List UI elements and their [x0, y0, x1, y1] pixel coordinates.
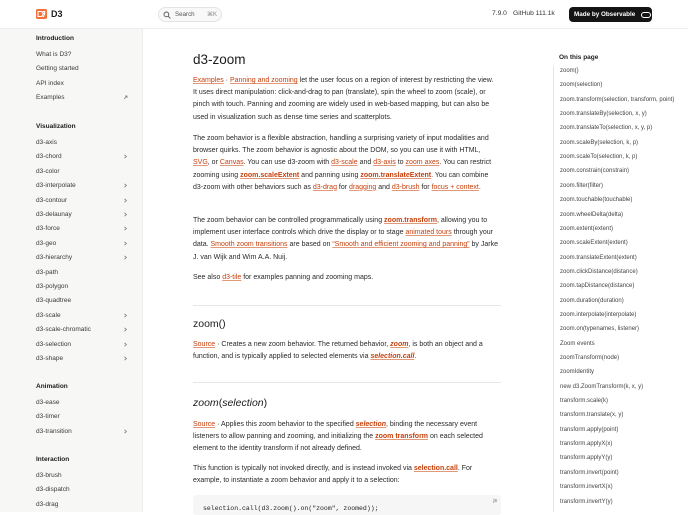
text: on each selected element to the identity transform if not already defined. — [193, 433, 483, 453]
sidebar-item-label: d3-drag — [36, 500, 59, 508]
zoom-axes-link[interactable]: zoom axes — [405, 159, 440, 167]
heading-zoom-selection — [193, 397, 267, 409]
sidebar-item-d3-brush[interactable] — [36, 470, 128, 480]
search-icon — [163, 11, 171, 19]
sidebar-item-label: d3-interpolate — [36, 182, 76, 190]
text: The zoom behavior is a flexible abstraction, handling a surprising variety of input modalities and browser quirks. The zoom behavior is agnostic about the DOM, so you can use it with HTML, — [193, 135, 489, 155]
toc-item[interactable]: new d3.ZoomTransform(k, x, y) — [560, 383, 644, 390]
chevron-right-icon[interactable] — [123, 212, 128, 217]
sidebar-item-d3-hierarchy[interactable] — [36, 253, 128, 263]
sidebar-item-label: d3-timer — [36, 413, 60, 421]
toc-item[interactable]: zoom.translateTo(selection, x, y, p) — [560, 125, 653, 132]
separator: · — [223, 77, 230, 84]
toc-item[interactable]: zoom.touchable(touchable) — [560, 197, 633, 204]
source-link[interactable]: Source — [193, 341, 216, 348]
heading-part: ) — [263, 397, 268, 409]
sidebar-item-d3-geo[interactable] — [36, 238, 128, 248]
toc-item[interactable]: transform.invertX(x) — [560, 484, 613, 491]
text: . For example, to instantiate a zoom behavior and apply it to a selection: — [193, 465, 473, 485]
chevron-right-icon[interactable] — [123, 226, 128, 231]
selection-link[interactable]: selection — [355, 421, 387, 428]
chevron-right-icon[interactable] — [123, 313, 128, 318]
sidebar-item-label: d3-geo — [36, 239, 57, 247]
chevron-right-icon[interactable] — [123, 154, 128, 159]
sidebar-section-interaction[interactable]: Interaction — [36, 456, 70, 463]
toc-item[interactable]: zoom.translateBy(selection, x, y) — [560, 111, 647, 118]
text: . You can restrict zooming using — [193, 159, 492, 179]
toc-item[interactable]: transform.applyX(x) — [560, 441, 613, 448]
toc-item[interactable]: zoom.scaleExtent(extent) — [560, 240, 628, 247]
chevron-right-icon[interactable] — [123, 183, 128, 188]
text: and panning using — [299, 171, 361, 179]
toc-item[interactable]: zoom.duration(duration) — [560, 297, 624, 304]
sidebar-item-label: API index — [36, 79, 64, 87]
d3-axis-link[interactable]: d3-axis — [373, 159, 396, 167]
toc-item[interactable]: zoom.translateExtent(extent) — [560, 254, 637, 261]
chevron-right-icon[interactable] — [123, 356, 128, 361]
sidebar-item-d3-dispatch[interactable] — [36, 485, 128, 495]
chevron-right-icon[interactable] — [123, 327, 128, 332]
made-by-label: Made by Observable — [574, 11, 636, 18]
divider — [193, 382, 501, 383]
focus-context-link[interactable]: focus + context — [431, 183, 479, 191]
toc-item[interactable]: zoom.extent(extent) — [560, 225, 614, 232]
sidebar-item-d3-contour[interactable] — [36, 195, 128, 205]
sidebar-item-d3-path[interactable] — [36, 267, 128, 277]
sidebar-item-label: d3-quadtree — [36, 297, 72, 305]
text: , allowing you to implement user interface controls which drive the display or to stage — [193, 217, 488, 237]
sidebar-item-d3-ease[interactable] — [36, 397, 128, 407]
toc-item[interactable]: zoom.constrain(constrain) — [560, 168, 630, 175]
sidebar — [0, 29, 143, 512]
text: for examples panning and zooming maps. — [241, 274, 374, 281]
text: · Applies this zoom behavior to the specified — [215, 421, 356, 428]
sidebar-item-label: d3-dispatch — [36, 486, 70, 494]
code-block — [193, 495, 501, 515]
text: to — [395, 159, 406, 167]
chevron-right-icon[interactable] — [123, 255, 128, 260]
sidebar-item-label: d3-path — [36, 268, 59, 276]
heading-zoom: zoom() — [193, 318, 226, 330]
sidebar-item-label: Getting started — [36, 65, 79, 73]
sidebar-item-getting-started[interactable] — [36, 64, 128, 74]
sidebar-section-visualization[interactable]: Visualization — [36, 123, 76, 130]
toc-item[interactable]: transform.translate(x, y) — [560, 412, 624, 419]
sidebar-section-animation[interactable]: Animation — [36, 383, 68, 390]
sidebar-section-introduction[interactable] — [36, 35, 74, 42]
text: , is both an object and a function, and is typically applied to selected elements via — [193, 341, 483, 361]
sidebar-item-d3-force[interactable] — [36, 224, 128, 234]
sidebar-item-label: d3-color — [36, 167, 60, 175]
intro-text: let the user focus on a region of interest by restricting the view. It uses direct manipulation: click-and-drag to pan (translate), spin the wheel to zoom (scale), or pinch with touch. Panning and zooming are widely used in web-based mapping, but can also be used in visualization such as dense time series and scatterplots. — [193, 77, 494, 121]
sidebar-item-api-index[interactable] — [36, 78, 128, 88]
github-link[interactable]: GitHub 111.1k — [513, 10, 555, 17]
toc-item[interactable]: zoom() — [560, 68, 579, 74]
version-link[interactable]: 7.9.0 — [492, 10, 507, 17]
sidebar-item-label: d3-shape — [36, 354, 64, 362]
d3-brush-link[interactable]: d3-brush — [391, 183, 420, 191]
toc-item[interactable]: zoom.tapDistance(distance) — [560, 283, 635, 290]
sidebar-item-what-is-d3[interactable] — [36, 49, 128, 59]
toc-item[interactable]: Zoom events — [560, 340, 595, 347]
text: , binding the necessary event listeners to allow panning and zooming, and initializing the — [193, 421, 478, 441]
text: are based on — [287, 241, 333, 249]
sidebar-item-label: d3-scale — [36, 311, 61, 319]
text: The zoom behavior can be controlled programmatically using — [193, 217, 385, 224]
text: for — [419, 183, 432, 191]
heading-part: selection — [222, 397, 264, 409]
text: and — [376, 183, 392, 191]
toc-item[interactable]: zoom.on(typenames, listener) — [560, 326, 640, 333]
text: . — [478, 183, 481, 191]
code-language-label: js — [493, 498, 497, 504]
toc-item[interactable]: zoom(selection) — [560, 82, 603, 89]
sidebar-item-label: d3-force — [36, 225, 60, 233]
intro-paragraph — [193, 75, 499, 124]
svg-link[interactable]: SVG — [193, 159, 208, 167]
sidebar-item-label: Examples — [36, 94, 65, 102]
chevron-right-icon[interactable] — [123, 241, 128, 246]
sidebar-item-d3-scale-chromatic[interactable] — [36, 325, 128, 335]
sidebar-item-examples[interactable] — [36, 93, 128, 103]
toc-item[interactable]: zoom.clickDistance(distance) — [560, 268, 638, 275]
invoke-paragraph — [193, 463, 499, 487]
toc-item[interactable]: transform.apply(point) — [560, 426, 619, 433]
text: This function is typically not invoked directly, and is instead invoked via — [193, 465, 414, 472]
toc-item[interactable]: transform.applyY(y) — [560, 455, 613, 462]
text: for — [336, 183, 350, 191]
external-link-icon — [123, 95, 128, 100]
sidebar-item-d3-shape[interactable] — [36, 353, 128, 363]
see-also-paragraph — [193, 272, 499, 284]
sidebar-item-label: d3-polygon — [36, 282, 69, 290]
text: See also — [193, 274, 223, 281]
dragging-link[interactable]: dragging — [349, 183, 377, 191]
sidebar-item-label: d3-hierarchy — [36, 254, 73, 262]
sidebar-item-label: d3-ease — [36, 398, 60, 406]
d3-tile-link[interactable]: d3-tile — [222, 274, 242, 281]
toc-item[interactable]: zoomIdentity — [560, 369, 595, 376]
text: through your data. — [193, 229, 493, 249]
d3-logo-icon — [36, 9, 47, 19]
page-title: d3-zoom — [193, 52, 246, 67]
scale-extent-link[interactable]: zoom.scaleExtent — [240, 171, 300, 179]
sidebar-item-label: d3-scale-chromatic — [36, 326, 91, 334]
heading-part: ( — [218, 397, 223, 409]
chevron-right-icon[interactable] — [123, 429, 128, 434]
canvas-link[interactable]: Canvas — [219, 159, 244, 167]
programmatic-paragraph — [193, 215, 499, 264]
sidebar-item-label: d3-selection — [36, 340, 72, 348]
search-label: Search — [175, 11, 195, 18]
heading-part: zoom — [193, 397, 219, 409]
chevron-right-icon[interactable] — [123, 342, 128, 347]
text: · Creates a new zoom behavior. The returned behavior, — [215, 341, 391, 348]
source-link[interactable]: Source — [193, 421, 216, 428]
chevron-right-icon[interactable] — [123, 198, 128, 203]
sidebar-item-d3-selection[interactable] — [36, 339, 128, 349]
sidebar-item-label: d3-contour — [36, 196, 68, 204]
sidebar-item-d3-delaunay[interactable] — [36, 209, 128, 219]
toc-item[interactable]: zoomTransform(node) — [560, 355, 620, 361]
zoom-transform-link[interactable]: zoom.transform — [384, 217, 437, 224]
sidebar-item-label: d3-delaunay — [36, 210, 72, 218]
sidebar-item-d3-timer[interactable] — [36, 412, 128, 422]
sidebar-item-d3-polygon[interactable] — [36, 281, 128, 291]
home-link[interactable] — [36, 9, 63, 19]
zoom-paragraph — [193, 339, 499, 363]
divider — [193, 305, 501, 306]
zoom-transform-ref-link[interactable]: zoom transform — [375, 433, 429, 441]
search-button[interactable] — [158, 7, 222, 22]
observable-logo-icon — [641, 12, 651, 18]
text: . — [414, 353, 417, 361]
translate-extent-link[interactable]: zoom.translateExtent — [360, 171, 432, 179]
selection-call-link[interactable]: selection.call — [413, 465, 458, 472]
sidebar-item-label: What is D3? — [36, 50, 72, 58]
animated-tours-link[interactable]: animated tours — [405, 229, 452, 237]
toc-item[interactable]: transform.invert(point) — [560, 469, 619, 476]
sidebar-item-d3-chord[interactable] — [36, 152, 128, 162]
toc-title: On this page — [559, 54, 599, 61]
toc-item[interactable]: zoom.filter(filter) — [560, 182, 604, 189]
sidebar-item-label: d3-brush — [36, 471, 62, 479]
toc-item[interactable]: transform.invertY(y) — [560, 498, 613, 505]
toc-item[interactable]: zoom.interpolate(interpolate) — [560, 311, 637, 318]
sidebar-item-label: d3-chord — [36, 153, 62, 161]
top-bar — [0, 0, 688, 29]
sidebar-item-d3-color[interactable] — [36, 166, 128, 176]
sidebar-item-label: d3-axis — [36, 138, 57, 146]
made-by-observable-button[interactable] — [569, 7, 652, 22]
sidebar-item-d3-drag[interactable] — [36, 499, 128, 509]
sidebar-item-d3-scale[interactable] — [36, 310, 128, 320]
sidebar-item-d3-transition[interactable] — [36, 426, 128, 436]
paper-link[interactable]: “Smooth and efficient zooming and panning” — [332, 241, 470, 249]
text: . You can combine d3-zoom with other behaviors such as — [193, 171, 489, 191]
d3-scale-link[interactable]: d3-scale — [331, 159, 358, 167]
toc-divider — [553, 66, 554, 512]
sidebar-item-d3-axis[interactable] — [36, 137, 128, 147]
selection-call-link[interactable]: selection.call — [370, 353, 415, 361]
zoom-ref-link[interactable]: zoom — [390, 341, 409, 348]
text: , or — [207, 159, 220, 167]
behavior-paragraph — [193, 133, 499, 194]
toc-item[interactable]: zoom.scaleBy(selection, k, p) — [560, 139, 639, 146]
text: . You can use d3-zoom with — [243, 159, 332, 167]
panning-zooming-link[interactable]: Panning and zooming — [229, 77, 298, 84]
toc-item[interactable]: transform.scale(k) — [560, 398, 609, 405]
d3-drag-link[interactable]: d3-drag — [312, 183, 337, 191]
toc-item[interactable]: zoom.transform(selection, transform, point) — [560, 96, 675, 103]
code-text[interactable]: selection.call(d3.zoom().on("zoom", zoomed)); — [203, 505, 379, 512]
sidebar-item-label: Introduction — [36, 35, 74, 42]
search-shortcut: ⌘K — [206, 12, 217, 18]
brand-name: D3 — [51, 9, 63, 19]
text: and — [357, 159, 374, 167]
examples-link[interactable]: Examples — [193, 77, 224, 84]
toc-item[interactable]: zoom.scaleTo(selection, k, p) — [560, 154, 638, 161]
toc-item[interactable]: zoom.wheelDelta(delta) — [560, 211, 624, 218]
sidebar-item-d3-quadtree[interactable] — [36, 296, 128, 306]
text: by Jarke J. van Wijk and Wim A.A. Nuij. — [193, 241, 498, 261]
zoom-selection-paragraph — [193, 419, 499, 456]
sidebar-item-label: d3-transition — [36, 427, 72, 435]
smooth-transitions-link[interactable]: Smooth zoom transitions — [210, 241, 288, 249]
sidebar-item-d3-interpolate[interactable] — [36, 181, 128, 191]
